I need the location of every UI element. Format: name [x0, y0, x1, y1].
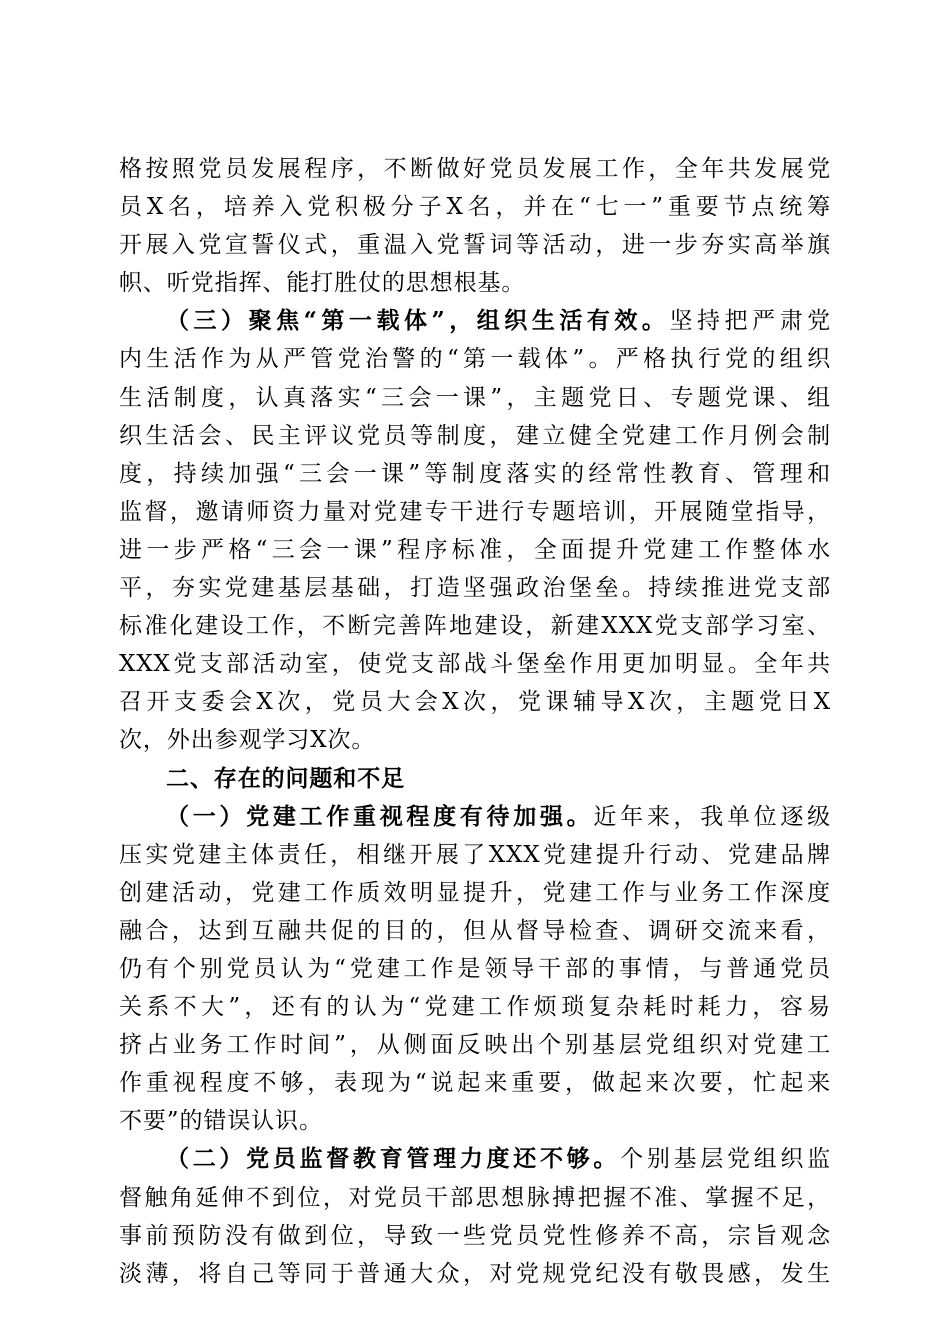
text-line: 关系不大”，还有的认为“党建工作烦琐复杂耗时耗力，容易 [119, 994, 831, 1021]
text-line: 内生活作为从严管党治警的“第一载体”。严格执行党的组织 [119, 346, 831, 373]
text-line: 融合，达到互融共促的目的，但从督导检查、调研交流来看， [119, 917, 831, 944]
text-line: 员X名，培养入党积极分子X名，并在“七一”重要节点统筹 [119, 194, 831, 221]
paragraph-text: 坚持把严肃党 [669, 308, 832, 335]
paragraph-text: 近年来，我单位逐级 [593, 803, 831, 830]
text-line: 监督，邀请师资力量对党建专干进行专题培训，开展随堂指导， [119, 498, 831, 525]
text-line: 生活制度，认真落实“三会一课”，主题党日、专题党课、组 [119, 384, 831, 411]
text-line: 开展入党宣誓仪式，重温入党誓词等活动，进一步夯实高举旗 [119, 232, 831, 259]
paragraph-text: 个别基层党组织监 [620, 1146, 831, 1173]
text-line: 标准化建设工作，不断完善阵地建设，新建XXX党支部学习室、 [119, 613, 831, 640]
text-line: 创建活动，党建工作质效明显提升，党建工作与业务工作深度 [119, 879, 831, 906]
text-line: 召开支委会X次，党员大会X次，党课辅导X次，主题党日X [119, 689, 831, 716]
section-heading: 二、存在的问题和不足 [166, 765, 405, 792]
text-line: 作重视程度不够，表现为“说起来重要，做起来次要，忙起来 [119, 1070, 831, 1097]
paragraph-heading: （三）聚焦“第一载体”，组织生活有效。 [166, 307, 670, 335]
paragraph-heading: （二）党员监督教育管理力度还不够。 [166, 1145, 621, 1173]
document-page [119, 150, 831, 1293]
paragraph-heading: （一）党建工作重视程度有待加强。 [166, 802, 594, 830]
text-line: 不要”的错误认识。 [119, 1108, 323, 1135]
text-line: 次，外出参观学习X次。 [119, 727, 376, 754]
paragraph-first-line [119, 1140, 831, 1178]
text-line: 进一步严格“三会一课”程序标准，全面提升党建工作整体水 [119, 536, 831, 563]
text-line: 事前预防没有做到位，导致一些党员党性修养不高，宗旨观念 [119, 1222, 831, 1249]
paragraph-first-line [119, 798, 831, 836]
text-line: 挤占业务工作时间”，从侧面反映出个别基层党组织对党建工 [119, 1032, 831, 1059]
text-line: 督触角延伸不到位，对党员干部思想脉搏把握不准、掌握不足， [119, 1184, 831, 1211]
text-line: 帜、听党指挥、能打胜仗的思想根基。 [119, 270, 526, 297]
text-line: 仍有个别党员认为“党建工作是领导干部的事情，与普通党员 [119, 955, 831, 982]
text-line: XXX党支部活动室，使党支部战斗堡垒作用更加明显。全年共 [119, 651, 831, 678]
text-line: 度，持续加强“三会一课”等制度落实的经常性教育、管理和 [119, 460, 831, 487]
paragraph-first-line [119, 302, 831, 340]
text-line: 格按照党员发展程序，不断做好党员发展工作，全年共发展党 [119, 156, 831, 182]
text-line: 平，夯实党建基层基础，打造坚强政治堡垒。持续推进党支部 [119, 575, 831, 602]
text-line: 织生活会、民主评议党员等制度，建立健全党建工作月例会制 [119, 422, 831, 449]
text-line: 淡薄，将自己等同于普通大众，对党规党纪没有敬畏感，发生 [119, 1260, 831, 1287]
text-line: 压实党建主体责任，相继开展了XXX党建提升行动、党建品牌 [119, 841, 831, 868]
